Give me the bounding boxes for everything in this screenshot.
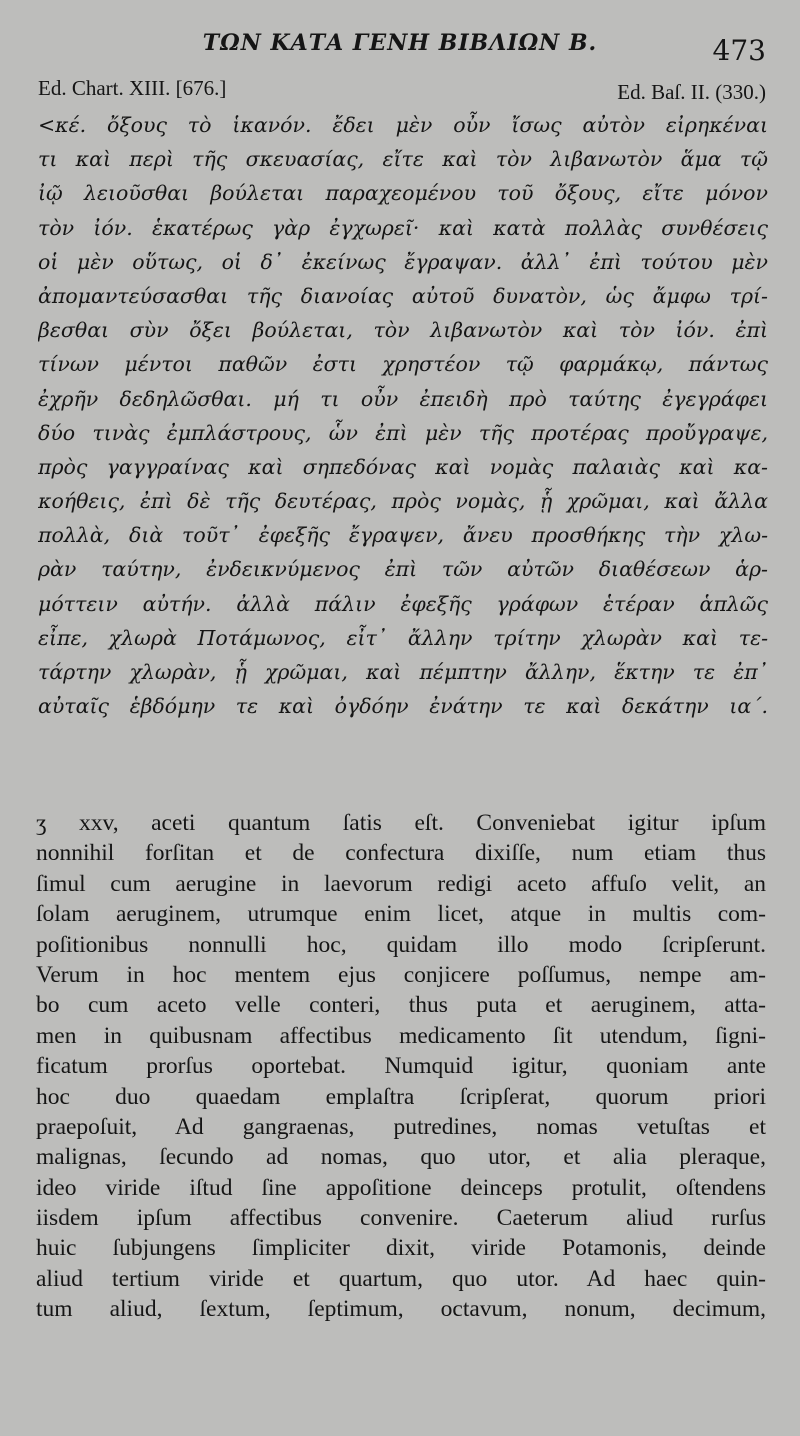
- latin-text-line: poſitionibus nonnulli hoc, quidam illo modo ſcripſerunt.: [36, 931, 766, 958]
- latin-text-line: bo cum aceto velle conteri, thus puta et aeruginem, atta-: [36, 992, 766, 1019]
- greek-text-line: ἐχρῆν δεδηλῶσθαι. μή τι οὖν ἐπειδὴ πρὸ ταύτης ἐγεγράφει: [38, 386, 768, 411]
- edition-reference-basel: Ed. Baſ. II. (330.): [617, 80, 766, 104]
- latin-text-line: ſimul cum aerugine in laevorum redigi aceto affuſo velit, an: [36, 870, 766, 897]
- latin-text-line: huic ſubjungens ſimpliciter dixit, viride Potamonis, deinde: [36, 1235, 766, 1262]
- latin-text-line: men in quibusnam affectibus medicamento ſit utendum, ſigni-: [36, 1022, 766, 1049]
- latin-text-line: nonnihil forſitan et de confectura dixiſſe, num etiam thus: [36, 840, 766, 867]
- greek-text-line: <κέ. ὄξους τὸ ἱκανόν. ἔδει μὲν οὖν ἴσως αὐτὸν εἰρηκέναι: [38, 113, 768, 137]
- greek-text-block: [38, 108, 768, 723]
- greek-text-line: τίνων μέντοι παθῶν ἐστι χρηστέον τῷ φαρμάκῳ, πάντως: [38, 352, 768, 377]
- greek-text-line: οἱ μὲν οὕτως, οἱ δ᾽ ἐκείνως ἔγραψαν. ἀλλ᾽ ἐπὶ τούτου μὲν: [38, 249, 768, 274]
- greek-text-line: βεσθαι σὺν ὄξει βούλεται, τὸν λιβανωτὸν καὶ τὸν ἰόν. ἐπὶ: [38, 318, 768, 343]
- greek-text-line: αὐταῖς ἑβδόμην τε καὶ ὀγδόην ἐνάτην τε καὶ δεκάτην ια´.: [38, 694, 768, 719]
- greek-text-line: πρὸς γαγγραίνας καὶ σηπεδόνας καὶ νομὰς παλαιὰς καὶ κα-: [38, 454, 768, 479]
- edition-reference-chartier: Ed. Chart. XIII. [676.]: [38, 76, 227, 100]
- greek-text-line: δύο τινὰς ἐμπλάστρους, ὧν ἐπὶ μὲν τῆς προτέρας προὔγραψε,: [38, 420, 768, 445]
- latin-text-line: malignas, ſecundo ad nomas, quo utor, et alia pleraque,: [36, 1144, 766, 1171]
- greek-text-line: τάρτην χλωρὰν, ᾗ χρῶμαι, καὶ πέμπτην ἄλλην, ἕκτην τε ἐπ᾽: [38, 660, 768, 684]
- latin-text-line: praepoſuit, Ad gangraenas, putredines, nomas vetuſtas et: [36, 1113, 766, 1140]
- latin-text-block: [36, 808, 766, 1325]
- page-number: 473: [712, 34, 766, 67]
- greek-text-line: τι καὶ περὶ τῆς σκευασίας, εἴτε καὶ τὸν λιβανωτὸν ἅμα τῷ: [38, 147, 768, 172]
- latin-text-line: aliud tertium viride et quartum, quo utor. Ad haec quin-: [36, 1265, 766, 1292]
- greek-text-line: κοήθεις, ἐπὶ δὲ τῆς δευτέρας, πρὸς νομὰς, ᾗ χρῶμαι, καὶ ἄλλα: [38, 489, 768, 514]
- greek-text-line: ἀπομαντεύσασθαι τῆς διανοίας αὐτοῦ δυνατὸν, ὡς ἄμφω τρί-: [38, 283, 768, 308]
- latin-text-line: iisdem ipſum affectibus convenire. Caeterum aliud rurſus: [36, 1205, 766, 1232]
- latin-text-line: tum aliud, ſextum, ſeptimum, octavum, nonum, decimum,: [36, 1296, 766, 1323]
- greek-text-line: τὸν ἰόν. ἑκατέρως γὰρ ἐγχωρεῖ· καὶ κατὰ πολλὰς συνθέσεις: [38, 215, 768, 240]
- greek-text-line: εἶπε, χλωρὰ Ποτάμωνος, εἶτ᾽ ἄλλην τρίτην χλωρὰν καὶ τε-: [38, 625, 768, 650]
- greek-text-line: ρὰν ταύτην, ἐνδεικνύμενος ἐπὶ τῶν αὐτῶν διαθέσεων ἁρ-: [38, 557, 768, 582]
- latin-text-line: ficatum prorſus oportebat. Numquid igitur, quoniam ante: [36, 1053, 766, 1080]
- latin-text-line: hoc duo quaedam emplaſtra ſcripſerat, quorum priori: [36, 1083, 766, 1110]
- running-title: ΤΩΝ ΚΑΤΑ ΓΕΝΗ ΒΙΒΛΙΩΝ Β.: [202, 30, 598, 56]
- latin-text-line: ſolam aeruginem, utrumque enim licet, atque in multis com-: [36, 901, 766, 928]
- latin-text-line: Verum in hoc mentem ejus conjicere poſſumus, nempe am-: [36, 961, 766, 988]
- latin-text-line: ideo viride iſtud ſine appoſitione deinceps protulit, oſtendens: [36, 1174, 766, 1201]
- greek-text-line: μόττειν αὐτήν. ἀλλὰ πάλιν ἐφεξῆς γράφων ἑτέραν ἁπλῶς: [38, 591, 768, 616]
- greek-text-line: ἰῷ λειοῦσθαι βούλεται παραχεομένου τοῦ ὄξους, εἴτε μόνον: [38, 181, 768, 206]
- greek-text-line: πολλὰ, διὰ τοῦτ᾽ ἐφεξῆς ἔγραψεν, ἄνευ προσθήκης τὴν χλω-: [38, 523, 768, 548]
- latin-text-line: ʒ xxv, aceti quantum ſatis eſt. Conveniebat igitur ipſum: [36, 810, 766, 836]
